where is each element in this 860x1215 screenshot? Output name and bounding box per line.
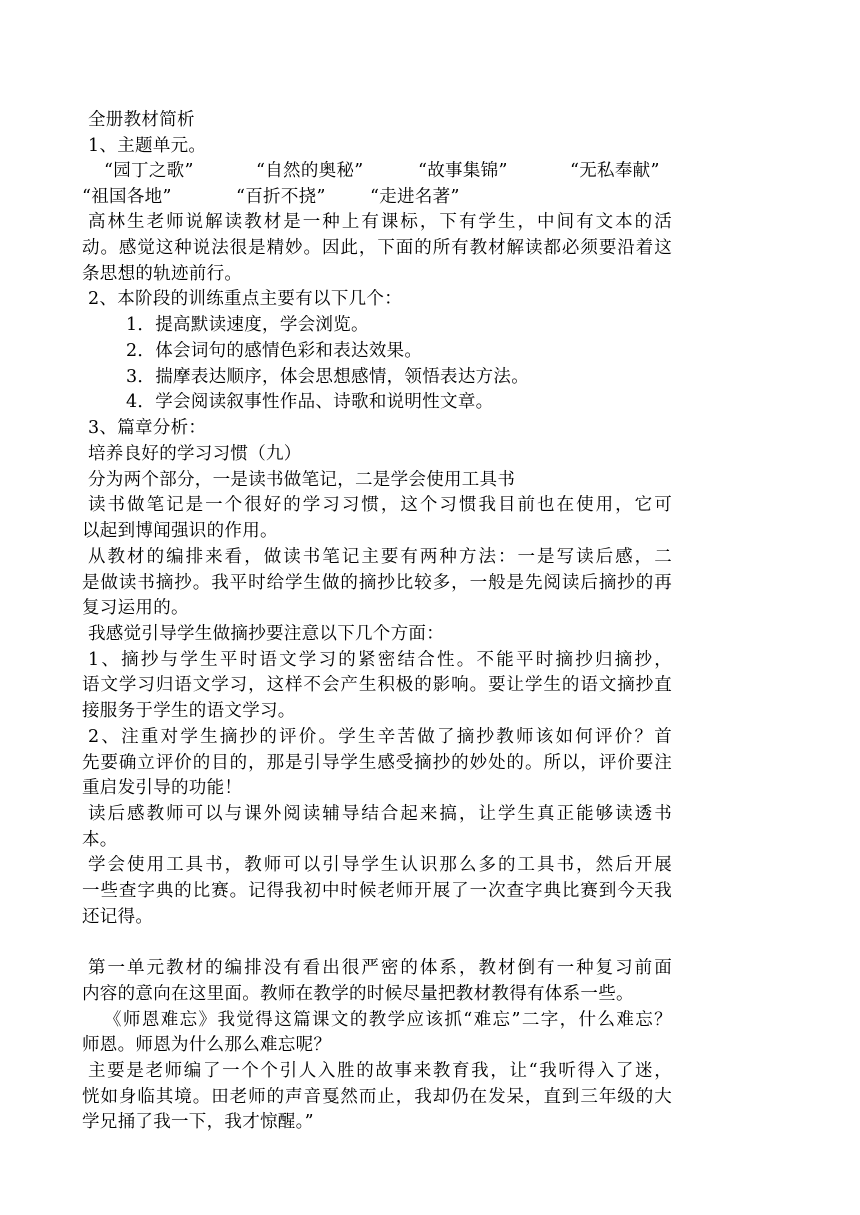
theme-item: “无私奉献” <box>570 161 660 181</box>
paragraph-line: 一些查字典的比赛。记得我初中时候老师开展了一次查字典比赛到今天我 <box>82 881 672 901</box>
paragraph-line: 我感觉引导学生做摘抄要注意以下几个方面： <box>88 624 444 644</box>
paragraph-line: 内容的意向在这里面。教师在教学的时候尽量把教材教得有体系一些。 <box>82 984 634 1004</box>
paragraph-line: 以起到博闻强识的作用。 <box>82 521 278 541</box>
paragraph-line: 读后感教师可以与课外阅读辅导结合起来搞，让学生真正能够读透书 <box>88 804 672 824</box>
paragraph-line: 师恩。师恩为什么那么难忘呢？ <box>82 1035 332 1055</box>
focus-point: 1．提高默读速度，学会浏览。 <box>126 315 369 335</box>
theme-item: “走进名著” <box>370 187 460 207</box>
focus-point: 4．学会阅读叙事性作品、诗歌和说明性文章。 <box>126 392 494 412</box>
section-heading-analysis: 3、篇章分析： <box>88 418 207 438</box>
paragraph-line: 先要确立评价的目的，那是引导学生感受摘抄的妙处的。所以，评价要注 <box>82 753 672 773</box>
section-heading-themes: 1、主题单元。 <box>88 136 207 156</box>
paragraph-line: 2、注重对学生摘抄的评价。学生辛苦做了摘抄教师该如何评价？首 <box>88 727 672 747</box>
theme-item: “园丁之歌” <box>104 161 194 181</box>
focus-point: 2．体会词句的感情色彩和表达效果。 <box>126 341 423 361</box>
paragraph-line: 学兄捅了我一下，我才惊醒。” <box>82 1112 314 1132</box>
paragraph-line: 恍如身临其境。田老师的声音戛然而止，我却仍在发呆，直到三年级的大 <box>82 1087 672 1107</box>
paragraph-line: 语文学习归语文学习，这样不会产生积极的影响。要让学生的语文摘抄直 <box>82 675 672 695</box>
paragraph-line: 是做读书摘抄。我平时给学生做的摘抄比较多，一般是先阅读后摘抄的再 <box>82 573 672 593</box>
paragraph-line: 重启发引导的功能！ <box>82 778 243 798</box>
theme-item: “祖国各地” <box>82 187 172 207</box>
paragraph-line: 接服务于学生的语文学习。 <box>82 701 296 721</box>
section-heading-focus: 2、本阶段的训练重点主要有以下几个： <box>88 289 403 309</box>
paragraph-line: 条思想的轨迹前行。 <box>82 264 243 284</box>
paragraph-line: 1、摘抄与学生平时语文学习的紧密结合性。不能平时摘抄归摘抄， <box>88 650 672 670</box>
paragraph-line: 动。感觉这种说法很是精妙。因此，下面的所有教材解读都必须要沿着这 <box>82 238 672 258</box>
paragraph-line: 从教材的编排来看，做读书笔记主要有两种方法：一是写读后感，二 <box>88 547 672 567</box>
sub-heading: 培养良好的学习习惯（九） <box>88 444 302 464</box>
paragraph-line: 读书做笔记是一个很好的学习习惯，这个习惯我目前也在使用，它可 <box>88 495 672 515</box>
paragraph-line: 分为两个部分，一是读书做笔记，二是学会使用工具书 <box>88 470 516 490</box>
theme-item: “百折不挠” <box>236 187 326 207</box>
paragraph-line: 学会使用工具书，教师可以引导学生认识那么多的工具书，然后开展 <box>88 855 672 875</box>
paragraph-line: 高林生老师说解读教材是一种上有课标，下有学生，中间有文本的活 <box>88 212 672 232</box>
theme-item: “自然的奥秘” <box>256 161 364 181</box>
paragraph-line: 复习运用的。 <box>82 598 189 618</box>
paragraph-line: 还记得。 <box>82 907 154 927</box>
paragraph-line: 第一单元教材的编排没有看出很严密的体系，教材倒有一种复习前面 <box>88 958 672 978</box>
focus-point: 3．揣摩表达顺序，体会思想感情，领悟表达方法。 <box>126 367 530 387</box>
paragraph-line: 《师恩难忘》我觉得这篇课文的教学应该抓“难忘”二字，什么难忘？ <box>104 1010 672 1030</box>
theme-item: “故事集锦” <box>418 161 508 181</box>
paragraph-line: 本。 <box>82 830 118 850</box>
paragraph-line: 主要是老师编了一个个引人入胜的故事来教育我，让“我听得入了迷， <box>88 1061 672 1081</box>
document-title: 全册教材简析 <box>88 110 195 130</box>
